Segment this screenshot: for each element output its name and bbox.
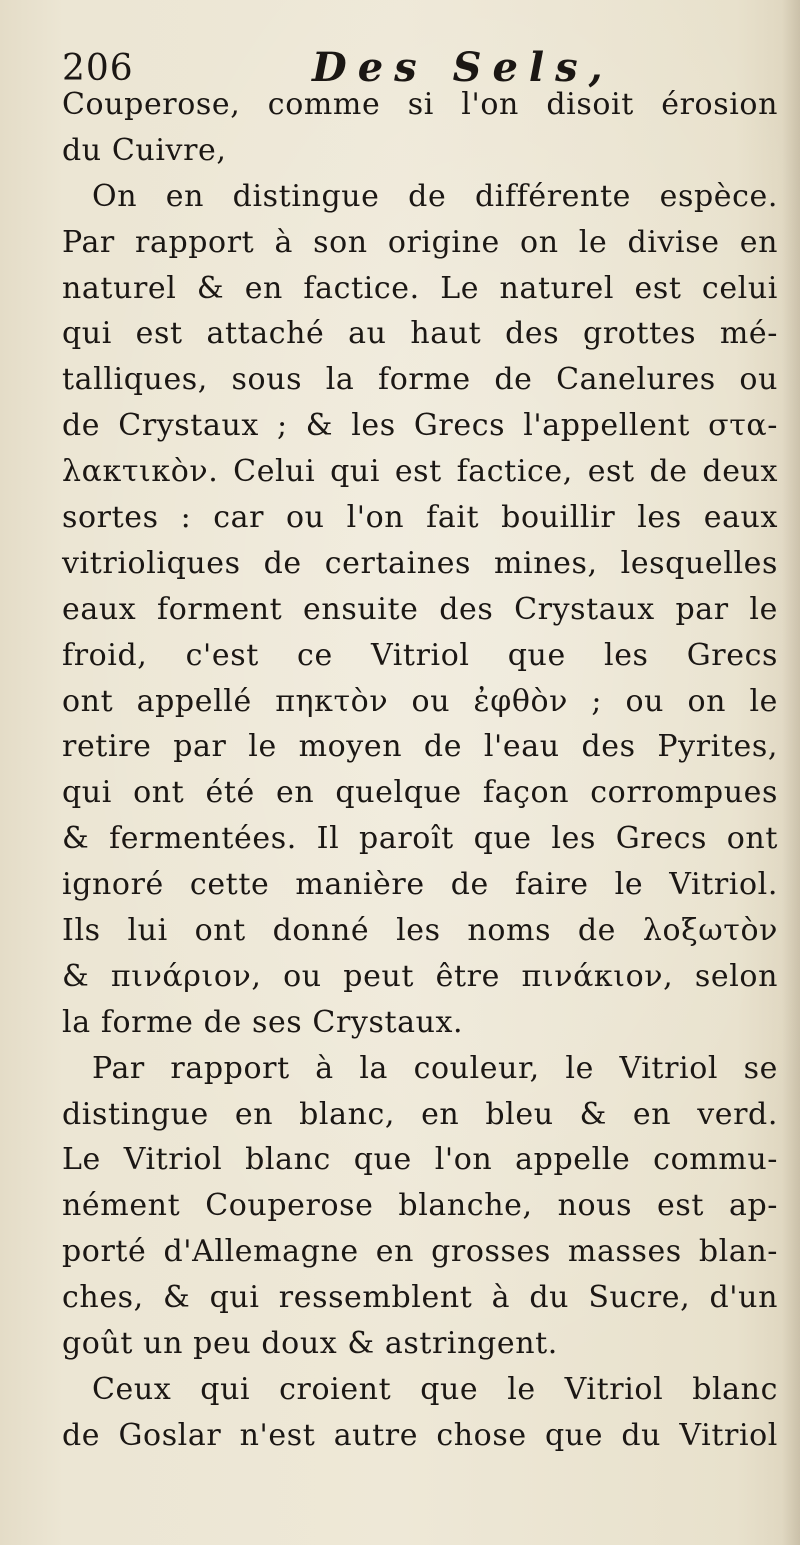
text-line: ches, & qui ressemblent à du Sucre, d'un	[62, 1280, 778, 1316]
text-line: On en distingue de différente espèce.	[92, 178, 778, 214]
text-line: λακτικὸν. Celui qui est factice, est de deux	[62, 454, 778, 490]
text-line: Couperose, comme si l'on disoit érosion	[62, 87, 778, 122]
text-line: Par rapport à la couleur, le Vitriol se	[92, 1050, 778, 1086]
page-edge-shadow	[782, 0, 800, 1545]
text-line: froid, c'est ce Vitriol que les Grecs	[62, 637, 778, 673]
text-line: Le Vitriol blanc que l'on appelle commu-	[62, 1142, 778, 1178]
text-line: ignoré cette manière de faire le Vitriol.	[62, 867, 778, 903]
text-line: Ils lui ont donné les noms de λοξωτὸν	[62, 913, 778, 949]
text-line: talliques, sous la forme de Canelures ou	[62, 362, 778, 398]
running-head: Des Sels,	[312, 44, 614, 91]
text-line: distingue en blanc, en bleu & en verd.	[62, 1096, 778, 1132]
text-line: & fermentées. Il paroît que les Grecs ont	[62, 821, 778, 857]
text-line: eaux forment ensuite des Crystaux par le	[62, 591, 778, 627]
text-line: Par rapport à son origine on le divise en	[62, 224, 778, 260]
text-line: nément Couperose blanche, nous est ap-	[62, 1188, 778, 1224]
text-line: goût un peu doux & astringent.	[62, 1326, 558, 1362]
text-line: de Goslar n'est autre chose que du Vitriol	[62, 1417, 778, 1453]
text-line: qui ont été en quelque façon corrompues	[62, 775, 778, 811]
text-line: Ceux qui croient que le Vitriol blanc	[92, 1371, 778, 1407]
page-number: 206	[62, 48, 134, 89]
text-line: la forme de ses Crystaux.	[62, 1004, 464, 1040]
text-line: & πινάριον, ou peut être πινάκιον, selon	[62, 958, 778, 994]
text-line: qui est attaché au haut des grottes mé-	[62, 316, 778, 352]
text-line: naturel & en factice. Le naturel est celui	[62, 270, 778, 306]
text-line: vitrioliques de certaines mines, lesquelles	[62, 545, 778, 581]
text-line: du Cuivre,	[62, 132, 227, 168]
text-line: retire par le moyen de l'eau des Pyrites,	[62, 729, 778, 765]
text-line: porté d'Allemagne en grosses masses blan-	[62, 1234, 778, 1270]
body-text	[62, 82, 778, 1459]
text-line: sortes : car ou l'on fait bouillir les eaux	[62, 500, 778, 536]
text-line: ont appellé πηκτὸν ou ἐφθὸν ; ou on le	[62, 683, 778, 719]
text-line: de Crystaux ; & les Grecs l'appellent στα-	[62, 408, 778, 444]
